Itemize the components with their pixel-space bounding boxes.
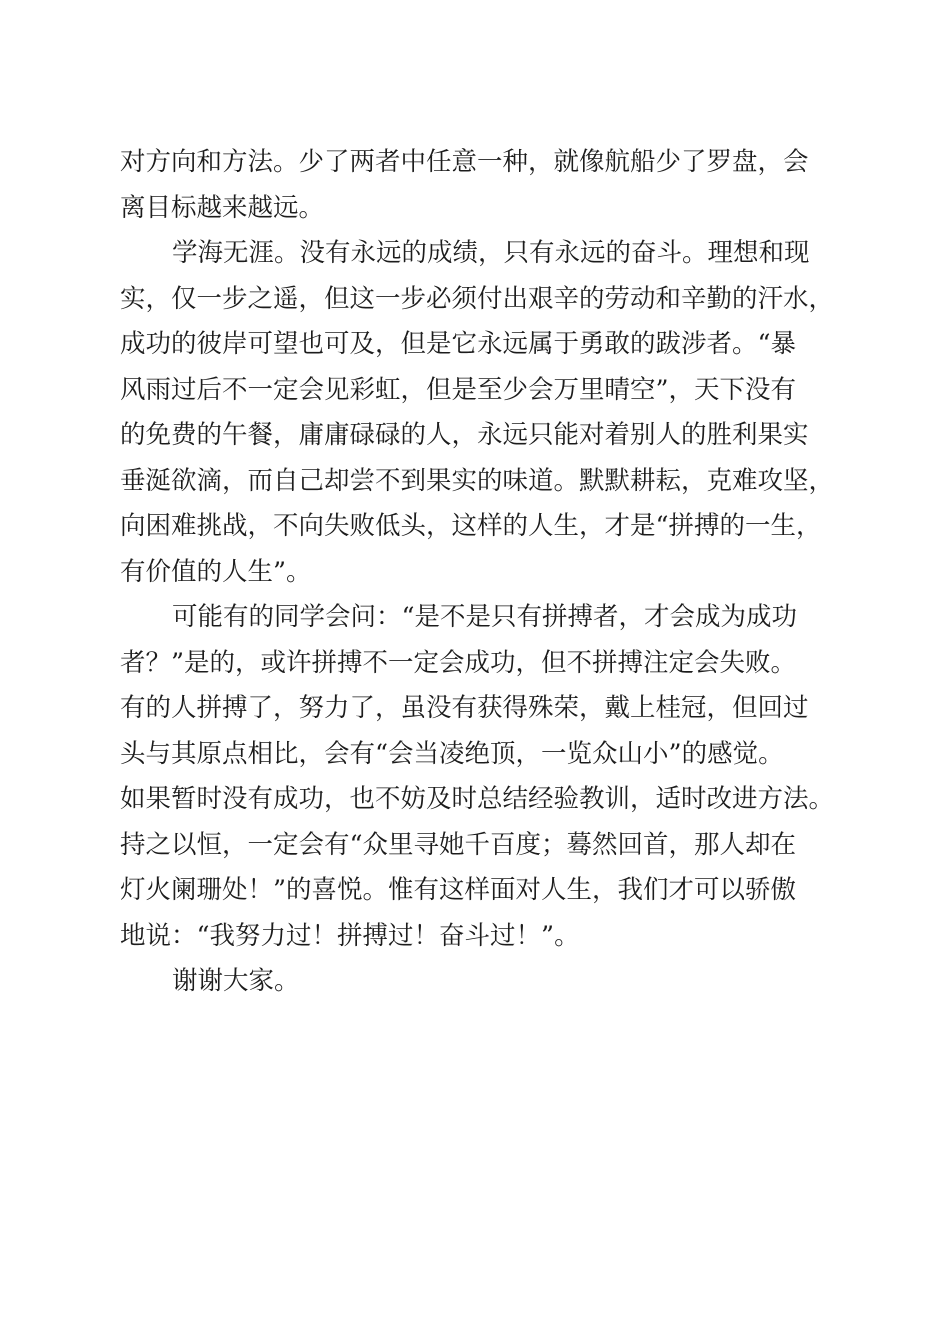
text-line: 对方向和方法。少了两者中任意一种，就像航船少了罗盘，会 — [120, 147, 809, 177]
paragraph-question — [120, 595, 860, 959]
text-line: 者？”是的，或许拼搏不一定会成功，但不拼搏注定会失败。 — [120, 647, 797, 678]
text-line: 谢谢大家。 — [172, 966, 300, 996]
paragraph-continuation — [120, 140, 860, 231]
text-line: 可能有的同学会问：“是不是只有拼搏者，才会成为成功 — [172, 602, 798, 632]
text-line: 风雨过后不一定会见彩虹，但是至少会万里晴空”，天下没有 — [120, 374, 797, 405]
text-line: 向困难挑战，不向失败低头，这样的人生，才是“拼搏的一生， — [120, 511, 822, 541]
text-line: 垂涎欲滴，而自己却尝不到果实的味道。默默耕耘，克难攻坚， — [120, 465, 835, 496]
text-line: 离目标越来越远。 — [120, 192, 325, 223]
text-line: 头与其原点相比，会有“会当凌绝顶，一览众山小”的感觉。 — [120, 738, 784, 769]
paragraph-learning — [120, 231, 860, 595]
text-line: 实，仅一步之遥，但这一步必须付出艰辛的劳动和辛勤的汗水， — [120, 283, 835, 314]
text-line: 有价值的人生”。 — [120, 556, 312, 587]
text-line: 学海无涯。没有永远的成绩，只有永远的奋斗。理想和现 — [172, 238, 810, 268]
text-line: 灯火阑珊处！”的喜悦。惟有这样面对人生，我们才可以骄傲 — [120, 875, 797, 905]
paragraph-closing — [120, 959, 860, 1005]
text-line: 持之以恒，一定会有“众里寻她千百度；蓦然回首，那人却在 — [120, 829, 797, 860]
document-body — [120, 140, 860, 1005]
text-line: 如果暂时没有成功，也不妨及时总结经验教训，适时改进方法。 — [120, 784, 835, 814]
text-line: 的免费的午餐，庸庸碌碌的人，永远只能对着别人的胜利果实 — [120, 420, 809, 450]
text-line: 地说：“我努力过！拼搏过！奋斗过！”。 — [120, 920, 580, 951]
text-line: 有的人拼搏了，努力了，虽没有获得殊荣，戴上桂冠，但回过 — [120, 693, 809, 723]
text-line: 成功的彼岸可望也可及，但是它永远属于勇敢的跋涉者。“暴 — [120, 329, 797, 359]
